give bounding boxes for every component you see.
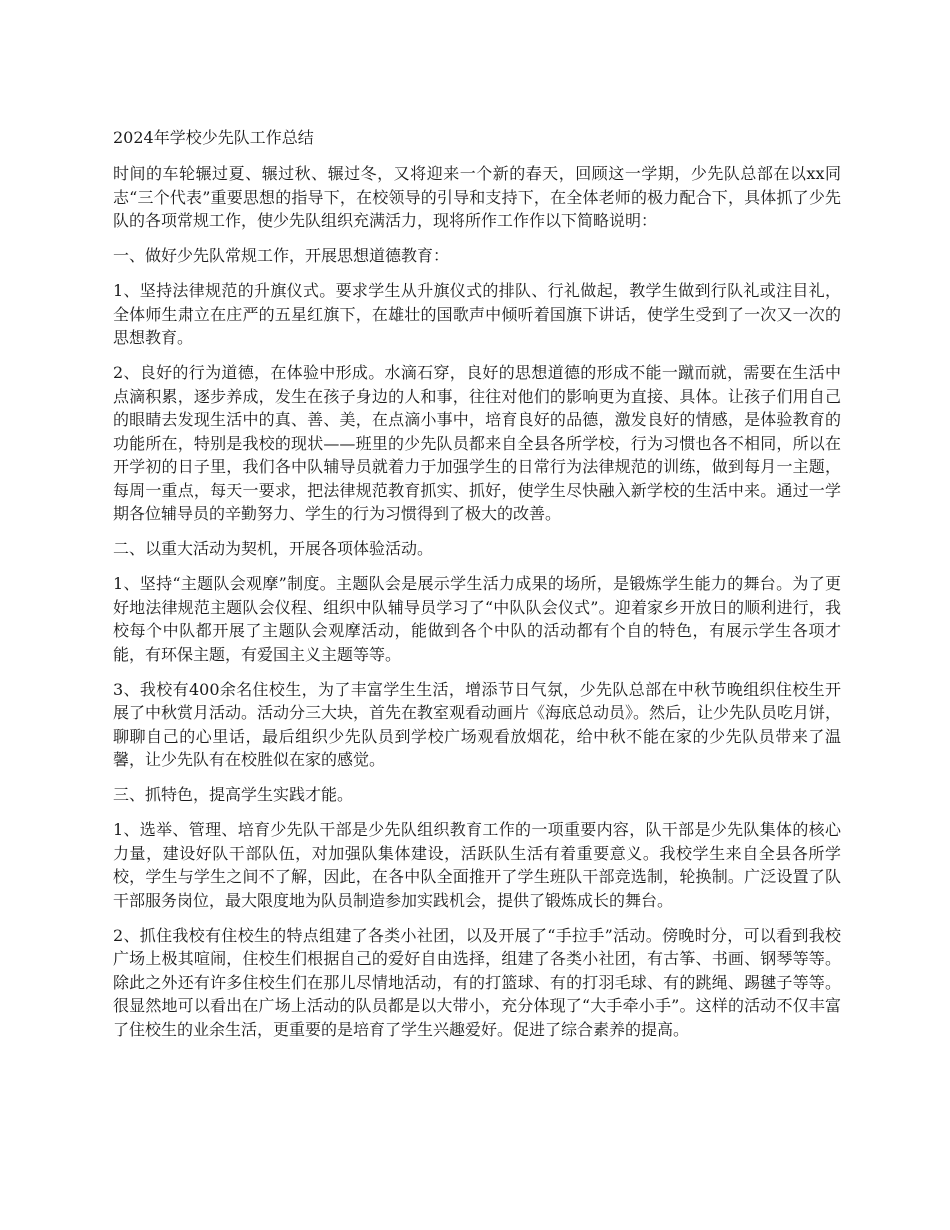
section-heading-2: 二、以重大活动为契机，开展各项体验活动。 — [113, 539, 434, 558]
paragraph-theme-meeting: 1、坚持“主题队会观摩”制度。主题队会是展示学生活力成果的场所，是锻炼学生能力的舞台。为了更好地法律规范主题队会仪程、组织中队辅导员学习了“中队队会仪式”。迎着家乡开放日的顺利进行，我校每个中队都开展了主题队会观摩活动，能做到各个中队的活动都有个自的特色，有展示学生各项才能，有环保主题，有爱国主义主题等等。 — [113, 574, 841, 664]
section-heading-1: 一、做好少先队常规工作，开展思想道德教育： — [113, 246, 450, 265]
section-heading-3: 三、抓特色，提高学生实践才能。 — [113, 785, 354, 804]
paragraph-cadre-election: 1、选举、管理、培育少先队干部是少先队组织教育工作的一项重要内容，队干部是少先队集体的核心力量，建设好队干部队伍，对加强队集体建设，活跃队生活有着重要意义。我校学生来自全县各所学校，学生与学生之间不了解，因此，在各中队全面推开了学生班队干部竞选制，轮换制。广泛设置了队干部服务岗位，最大限度地为队员制造参加实践机会，提供了锻炼成长的舞台。 — [113, 820, 841, 910]
paragraph-flag-ceremony: 1、坚持法律规范的升旗仪式。要求学生从升旗仪式的排队、行礼做起，教学生做到行队礼或注目礼，全体师生肃立在庄严的五星红旗下，在雄壮的国歌声中倾听着国旗下讲话，使学生受到了一次又一次的思想教育。 — [113, 281, 841, 347]
document-title: 2024年学校少先队工作总结 — [113, 128, 314, 147]
document-page — [113, 126, 841, 1053]
paragraph-mid-autumn: 3、我校有400余名住校生，为了丰富学生生活，增添节日气氛，少先队总部在中秋节晚组织住校生开展了中秋赏月活动。活动分三大块，首先在教室观看动画片《海底总动员》。然后，让少先队员吃月饼，聊聊自己的心里话，最后组织少先队员到学校广场观看放烟花，给中秋不能在家的少先队员带来了温馨，让少先队有在校胜似在家的感觉。 — [113, 679, 842, 769]
paragraph-clubs: 2、抓住我校有住校生的特点组建了各类小社团，以及开展了“手拉手”活动。傍晚时分，可以看到我校广场上极其喧闹，住校生们根据自己的爱好自由选择，组建了各类小社团，有古筝、书画、钢琴等等。除此之外还有许多住校生们在那儿尽情地活动，有的打篮球、有的打羽毛球、有的跳绳、踢毽子等等。很显然地可以看出在广场上活动的队员都是以大带小，充分体现了“大手牵小手”。这样的活动不仅丰富了住校生的业余生活，更重要的是培育了学生兴趣爱好。促进了综合素养的提高。 — [113, 925, 841, 1039]
intro-paragraph: 时间的车轮辗过夏、辗过秋、辗过冬，又将迎来一个新的春天，回顾这一学期，少先队总部在以xx同志“三个代表”重要思想的指导下，在校领导的引导和支持下，在全体老师的极力配合下，具体抓了少先队的各项常规工作，使少先队组织充满活力，现将所作工作作以下简略说明： — [113, 164, 841, 230]
paragraph-behavior-morality: 2、良好的行为道德，在体验中形成。水滴石穿，良好的思想道德的形成不能一蹴而就，需要在生活中点滴积累，逐步养成，发生在孩子身边的人和事，往往对他们的影响更为直接、具体。让孩子们用自己的眼睛去发现生活中的真、善、美，在点滴小事中，培育良好的品德，激发良好的情感，是体验教育的功能所在，特别是我校的现状——班里的少先队员都来自全县各所学校，行为习惯也各不相同，所以在开学初的日子里，我们各中队辅导员就着力于加强学生的日常行为法律规范的训练，做到每月一主题，每周一重点，每天一要求，把法律规范教育抓实、抓好，使学生尽快融入新学校的生活中来。通过一学期各位辅导员的辛勤努力、学生的行为习惯得到了极大的改善。 — [113, 363, 841, 523]
